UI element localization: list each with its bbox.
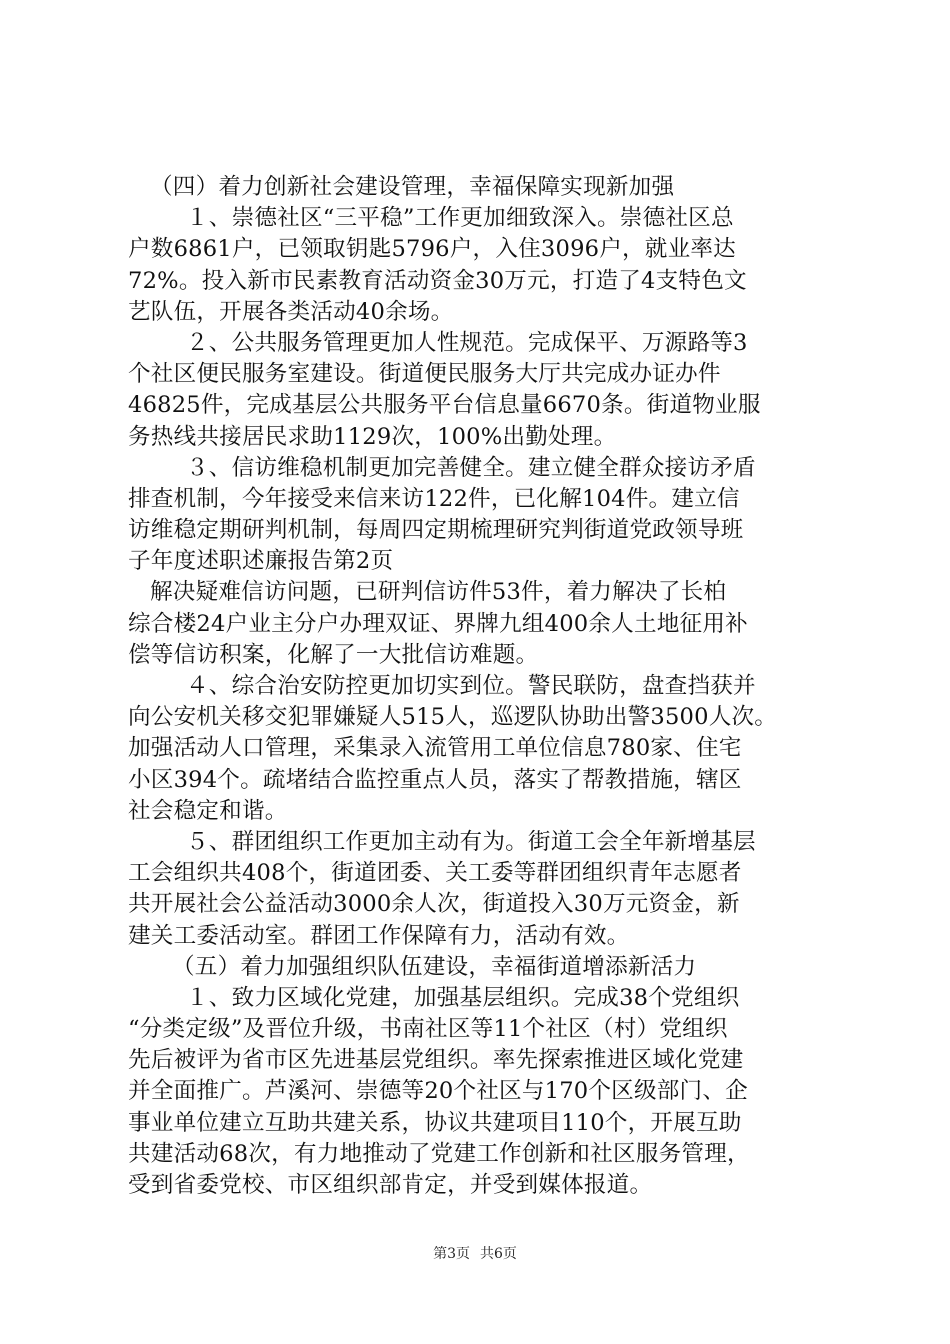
paragraph-line: 访维稳定期研判机制，每周四定期梳理研究判街道党政领导班	[128, 517, 744, 544]
paragraph-line: 加强活动人口管理，采集录入流管用工单位信息780家、住宅	[128, 735, 742, 762]
paragraph-line: 艺队伍，开展各类活动40余场。	[128, 298, 454, 325]
document-body	[128, 172, 828, 1201]
paragraph-line: 事业单位建立互助共建关系，协议共建项目110个，开展互助	[128, 1109, 742, 1136]
paragraph-line: 户数6861户，已领取钥匙5796户，入住3096户，就业率达	[128, 236, 736, 263]
paragraph-line: 偿等信访积案，化解了一大批信访难题。	[128, 641, 539, 668]
paragraph-line: 建关工委活动室。群团工作保障有力，活动有效。	[128, 922, 630, 949]
paragraph-line: ４、综合治安防控更加切实到位。警民联防，盘查挡获并	[186, 673, 756, 699]
paragraph-line: ５、群团组织工作更加主动有为。街道工会全年新增基层	[186, 828, 756, 855]
paragraph-line: 社会稳定和谐。	[128, 797, 288, 824]
paragraph-line: １、崇德社区“三平稳”工作更加细致深入。崇德社区总	[186, 205, 734, 232]
paragraph-line: 综合楼24户业主分户办理双证、界牌九组400余人土地征用补	[128, 610, 748, 637]
paragraph-line: 先后被评为省市区先进基层党组织。率先探索推进区域化党建	[128, 1047, 744, 1074]
section-heading-4: （四）着力创新社会建设管理，幸福保障实现新加强	[150, 174, 675, 200]
page-total: 共6页	[480, 1246, 517, 1262]
paragraph-line: 子年度述职述廉报告第2页	[128, 548, 394, 575]
paragraph-line: 小区394个。疏堵结合监控重点人员，落实了帮教措施，辖区	[128, 766, 742, 793]
paragraph-line: 解决疑难信访问题，已研判信访件53件，着力解决了长柏	[150, 579, 727, 606]
page-number: 第3页	[433, 1246, 470, 1262]
paragraph-line: 72%。投入新市民素教育活动资金30万元，打造了4支特色文	[128, 267, 747, 294]
paragraph-line: 务热线共接居民求助1129次，100%出勤处理。	[128, 423, 617, 450]
paragraph-line: 排查机制，今年接受来信来访122件，已化解104件。建立信	[128, 485, 740, 512]
paragraph-line: 工会组织共408个，街道团委、关工委等群团组织青年志愿者	[128, 860, 742, 887]
paragraph-line: 并全面推广。芦溪河、崇德等20个社区与170个区级部门、企	[128, 1078, 748, 1105]
paragraph-line: ３、信访维稳机制更加完善健全。建立健全群众接访矛盾	[186, 454, 756, 481]
paragraph-line: １、致力区域化党建，加强基层组织。完成38个党组织	[186, 984, 740, 1011]
paragraph-line: 受到省委党校、市区组织部肯定，并受到媒体报道。	[128, 1172, 653, 1198]
paragraph-line: 向公安机关移交犯罪嫌疑人515人，巡逻队协助出警3500人次。	[128, 704, 778, 731]
paragraph-line: ２、公共服务管理更加人性规范。完成保平、万源路等3	[186, 329, 748, 356]
paragraph-line: 共建活动68次，有力地推动了党建工作创新和社区服务管理，	[128, 1140, 750, 1167]
section-heading-5: （五）着力加强组织队伍建设，幸福街道增添新活力	[172, 953, 697, 980]
paragraph-line: “分类定级”及晋位升级，书南社区等11个社区（村）党组织	[128, 1016, 728, 1043]
paragraph-line: 46825件，完成基层公共服务平台信息量6670条。街道物业服	[128, 392, 761, 419]
paragraph-line: 个社区便民服务室建设。街道便民服务大厅共完成办证办件	[128, 361, 721, 388]
paragraph-line: 共开展社会公益活动3000余人次，街道投入30万元资金，新	[128, 891, 740, 918]
page-footer	[0, 1244, 950, 1264]
